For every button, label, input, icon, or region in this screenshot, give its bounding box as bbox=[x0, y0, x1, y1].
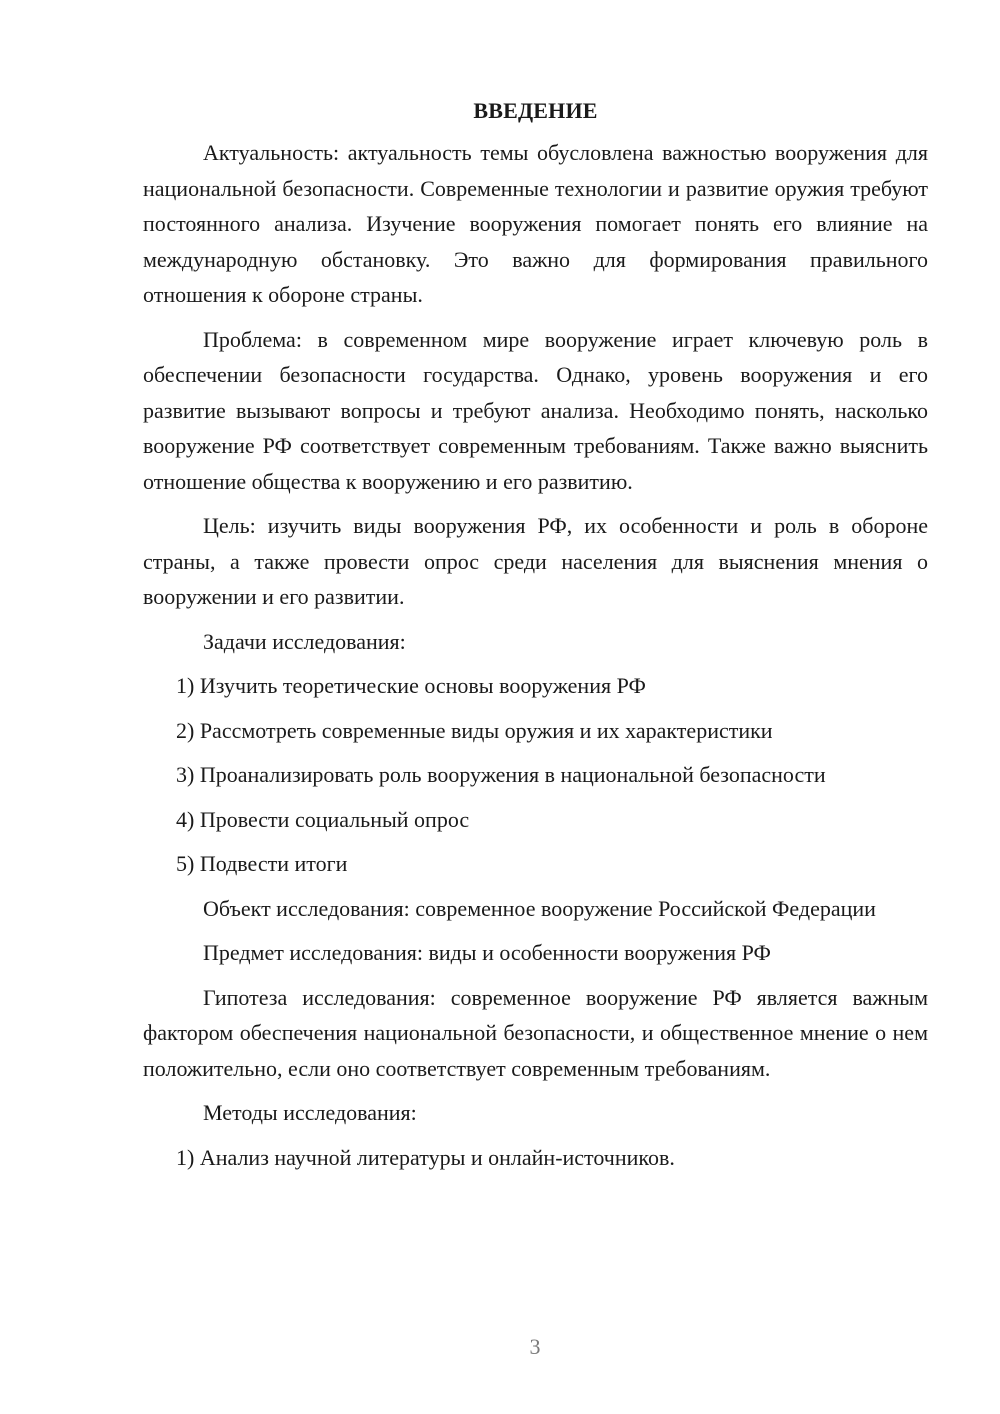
paragraph-subject: Предмет исследования: виды и особенности вооружения РФ bbox=[203, 940, 771, 965]
tasks-heading: Задачи исследования: bbox=[203, 628, 406, 654]
tasks-list bbox=[143, 668, 928, 882]
paragraph-object: Объект исследования: современное вооружение Российской Федерации bbox=[203, 895, 876, 921]
methods-list bbox=[143, 1140, 928, 1176]
paragraph-goal: Цель: изучить виды вооружения РФ, их особенности и роль в обороне страны, а также провести опрос среди населения для выяснения мнения о вооружении и его развитии. bbox=[143, 513, 928, 609]
page-number: 3 bbox=[529, 1334, 541, 1359]
section-heading: ВВЕДЕНИЕ bbox=[473, 98, 598, 123]
document-body bbox=[143, 95, 928, 1175]
list-item: 1) Анализ научной литературы и онлайн-источников. bbox=[176, 1144, 675, 1170]
list-item: 1) Изучить теоретические основы вооружения РФ bbox=[176, 673, 646, 698]
paragraph-problem: Проблема: в современном мире вооружение играет ключевую роль в обеспечении безопасности государства. Однако, уровень вооружения и его развитие вызывают вопросы и требуют анализа. Необходимо понять, насколько вооружение РФ соответствует современным требованиям. Также важно выяснить отношение общества к вооружению и его развитию. bbox=[143, 326, 928, 494]
methods-heading: Методы исследования: bbox=[203, 1100, 417, 1125]
paragraph-hypothesis: Гипотеза исследования: современное вооружение РФ является важным фактором обеспечения национальной безопасности, и общественное мнение о нем положительно, если оно соответствует современным требованиям. bbox=[143, 984, 928, 1081]
list-item: 2) Рассмотреть современные виды оружия и их характеристики bbox=[176, 717, 773, 743]
list-item: 5) Подвести итоги bbox=[176, 851, 348, 876]
list-item: 4) Провести социальный опрос bbox=[176, 806, 470, 832]
list-item: 3) Проанализировать роль вооружения в национальной безопасности bbox=[176, 762, 826, 787]
paragraph-relevance: Актуальность: актуальность темы обусловлена важностью вооружения для национальной безопасности. Современные технологии и развитие оружия требуют постоянного анализа. Изучение вооружения помогает понять его влияние на международную обстановку. Это важно для формирования правильного отношения к обороне страны. bbox=[143, 140, 928, 307]
